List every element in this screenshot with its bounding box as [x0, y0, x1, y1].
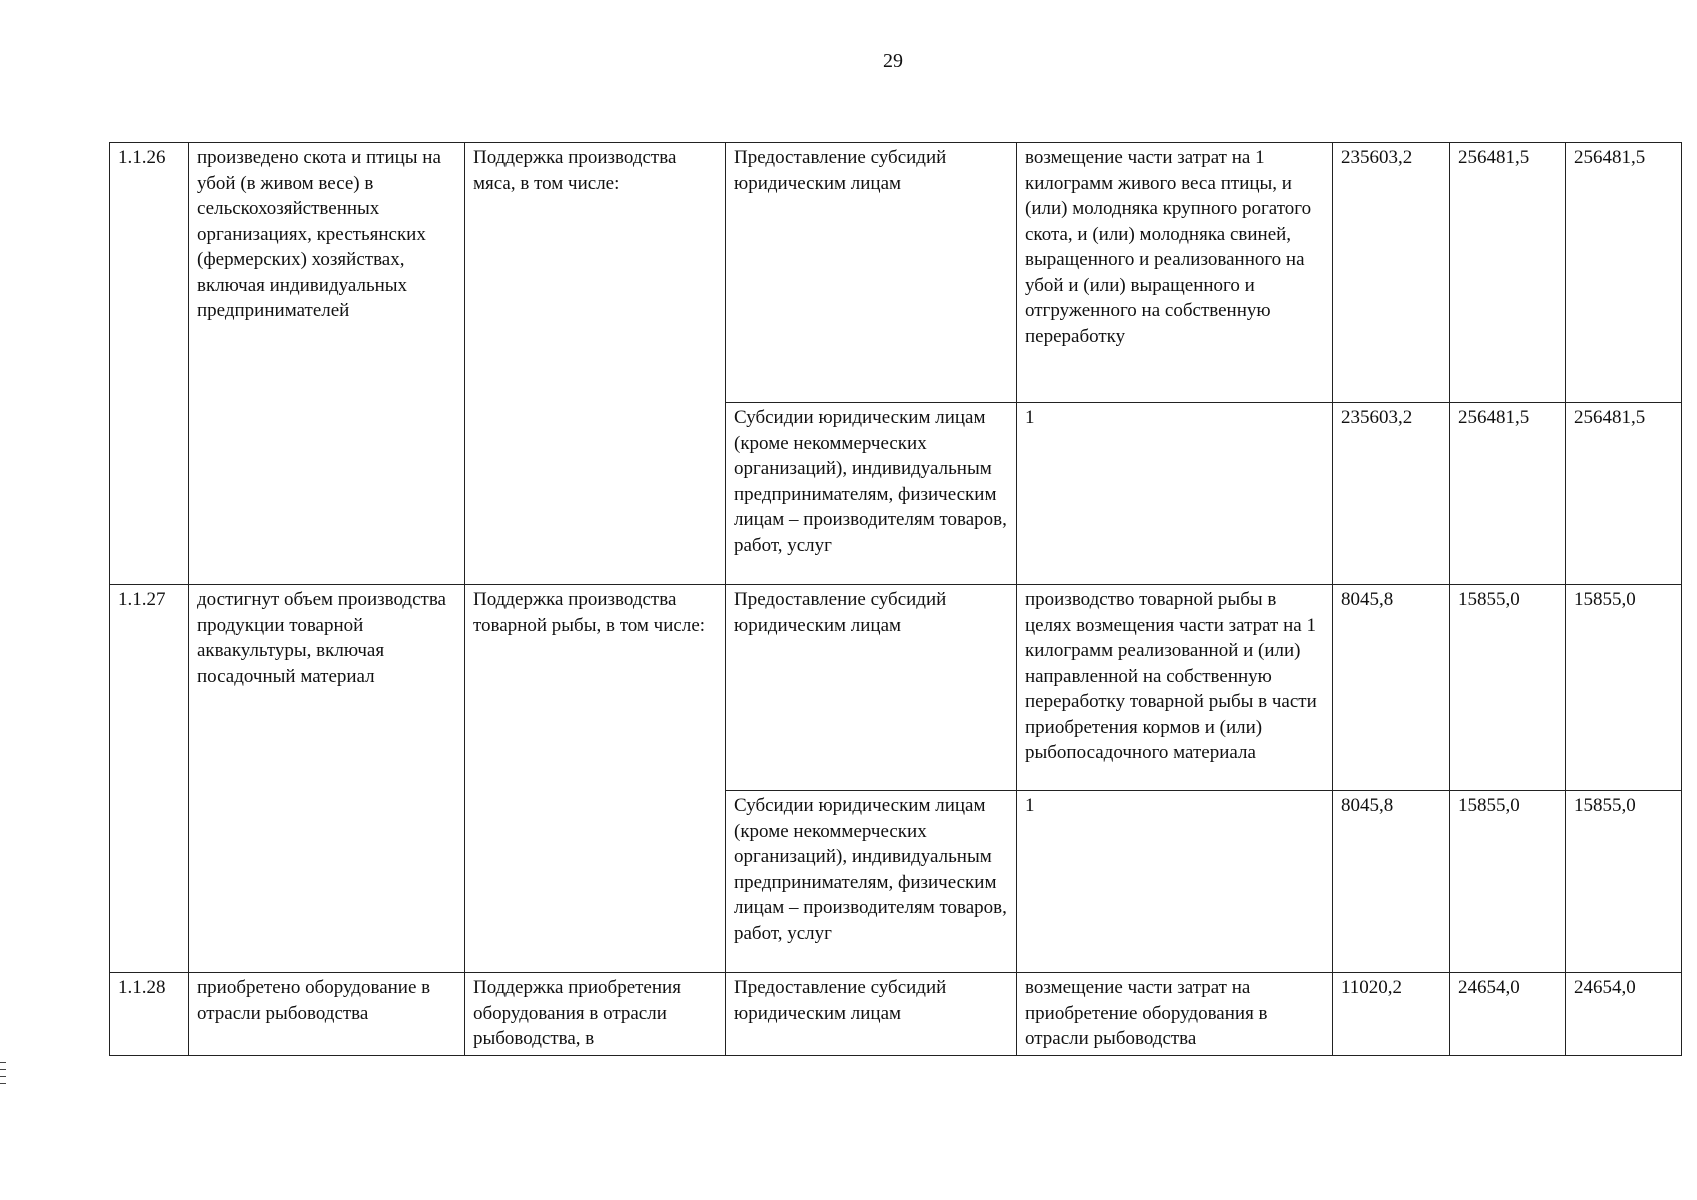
value-1-cell: 235603,2 — [1333, 403, 1450, 585]
purpose-cell: 1 — [1017, 403, 1333, 585]
value-3-cell: 15855,0 — [1566, 585, 1682, 791]
value-3-cell: 15855,0 — [1566, 791, 1682, 973]
funding-type-cell: Предоставление субсидий юридическим лицам — [726, 973, 1017, 1056]
measure-cell: Поддержка приобретения оборудования в отрасли рыбоводства, в — [465, 973, 726, 1056]
value-3-cell: 256481,5 — [1566, 143, 1682, 403]
indicator-cell: произведено скота и птицы на убой (в живом весе) в сельскохозяйственных организациях, крестьянских (фермерских) хозяйствах, включая индивидуальных предпринимателей — [189, 143, 465, 585]
value-2-cell: 15855,0 — [1450, 791, 1566, 973]
value-3-cell: 24654,0 — [1566, 973, 1682, 1056]
row-id: 1.1.26 — [110, 143, 189, 585]
purpose-cell: возмещение части затрат на 1 килограмм живого веса птицы, и (или) молодняка крупного рогатого скота, и (или) молодняка свиней, выращенного и реализованного на убой и (или) выращенного и отгруженного на собственную переработку — [1017, 143, 1333, 403]
funding-type-cell: Предоставление субсидий юридическим лицам — [726, 585, 1017, 791]
indicator-cell: приобретено оборудование в отрасли рыбоводства — [189, 973, 465, 1056]
value-1-cell: 235603,2 — [1333, 143, 1450, 403]
value-2-cell: 256481,5 — [1450, 403, 1566, 585]
table-row — [110, 585, 1682, 791]
scan-margin-marks — [0, 1062, 6, 1090]
purpose-cell: 1 — [1017, 791, 1333, 973]
row-id: 1.1.27 — [110, 585, 189, 973]
purpose-cell: производство товарной рыбы в целях возмещения части затрат на 1 килограмм реализованной и (или) направленной на собственную переработку товарной рыбы в части приобретения кормов и (или) рыбопосадочного материала — [1017, 585, 1333, 791]
value-3-cell: 256481,5 — [1566, 403, 1682, 585]
value-2-cell: 24654,0 — [1450, 973, 1566, 1056]
funding-type-cell: Субсидии юридическим лицам (кроме некоммерческих организаций), индивидуальным предпринимателям, физическим лицам – производителям товаров, работ, услуг — [726, 791, 1017, 973]
funding-type-cell: Предоставление субсидий юридическим лицам — [726, 143, 1017, 403]
value-1-cell: 11020,2 — [1333, 973, 1450, 1056]
indicator-cell: достигнут объем производства продукции товарной аквакультуры, включая посадочный материал — [189, 585, 465, 973]
purpose-cell: возмещение части затрат на приобретение оборудования в отрасли рыбоводства — [1017, 973, 1333, 1056]
measures-table — [109, 142, 1682, 1056]
value-2-cell: 15855,0 — [1450, 585, 1566, 791]
measure-cell: Поддержка производства товарной рыбы, в том числе: — [465, 585, 726, 973]
value-1-cell: 8045,8 — [1333, 585, 1450, 791]
measure-cell: Поддержка производства мяса, в том числе: — [465, 143, 726, 585]
row-id: 1.1.28 — [110, 973, 189, 1056]
table-row — [110, 973, 1682, 1056]
value-1-cell: 8045,8 — [1333, 791, 1450, 973]
funding-type-cell: Субсидии юридическим лицам (кроме некоммерческих организаций), индивидуальным предпринимателям, физическим лицам – производителям товаров, работ, услуг — [726, 403, 1017, 585]
page-number: 29 — [883, 50, 903, 72]
table-row — [110, 143, 1682, 403]
value-2-cell: 256481,5 — [1450, 143, 1566, 403]
